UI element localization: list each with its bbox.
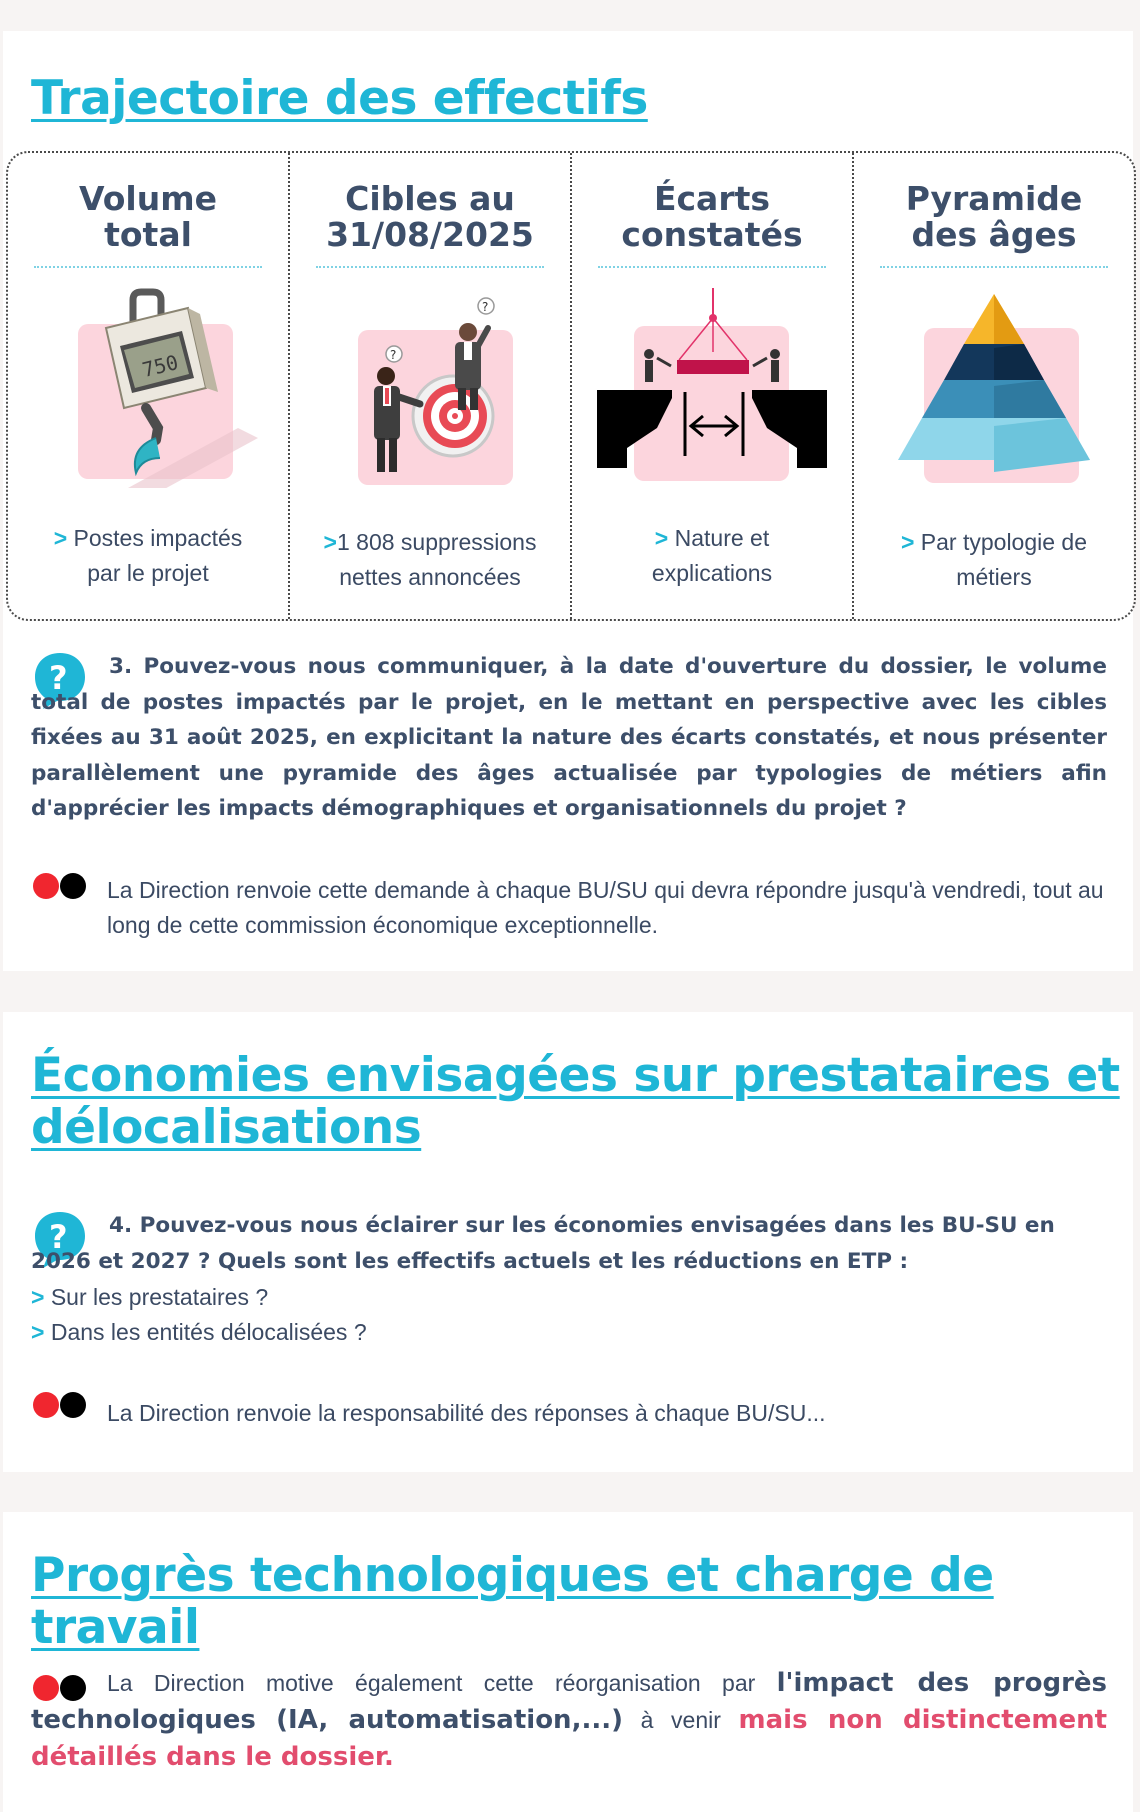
list-item: > Dans les entités délocalisées ? bbox=[31, 1319, 367, 1345]
metric-caption: > Par typologie de métiers bbox=[900, 529, 1088, 590]
section-title: Économies envisagées sur prestataires et délocalisations bbox=[31, 1048, 1120, 1155]
chevron-right-icon: > bbox=[31, 1284, 45, 1310]
answer-3: La Direction renvoie cette demande à chaque BU/SU qui devra répondre jusqu'à vendredi, tout au long de cette commission économique exceptionnelle. bbox=[107, 877, 1104, 938]
answer-5-highlight: détaillés dans le dossier. bbox=[31, 1742, 394, 1772]
divider bbox=[880, 266, 1108, 268]
scale-icon bbox=[8, 288, 288, 488]
question-4: 4. Pouvez-vous nous éclairer sur les économies envisagées dans les BU-SU en 2026 et 2027 ? Quels sont les effectifs actuels et les réductions en ETP : bbox=[31, 1213, 1055, 1274]
question-3: 3. Pouvez-vous nous communiquer, à la date d'ouverture du dossier, le volume total de postes impactés par le projet, en le mettant en perspective avec les cibles fixées au 31 août 2025, en explicitant la nature des écarts constatés, et nous présenter parallèlement une pyramide des âges actualisée par typologies de métiers afin d'apprécier les impacts démographiques et organisationnels du projet ? bbox=[31, 654, 1107, 821]
section-economies bbox=[3, 1012, 1133, 1472]
gap-bridge-icon bbox=[572, 288, 852, 488]
chevron-right-icon: > bbox=[900, 529, 915, 555]
metric-heading: Écarts constatés bbox=[621, 179, 803, 254]
metrics-grid bbox=[6, 151, 1136, 621]
section-title: Progrès technologiques et charge de travail bbox=[31, 1548, 994, 1655]
red-black-dots-icon bbox=[32, 1390, 88, 1425]
answer-4: La Direction renvoie la responsabilité des réponses à chaque BU/SU... bbox=[107, 1400, 826, 1426]
section-title: Trajectoire des effectifs bbox=[31, 71, 648, 126]
divider bbox=[34, 266, 262, 268]
red-black-dots-icon bbox=[32, 871, 88, 906]
metric-cibles bbox=[290, 153, 572, 619]
chevron-right-icon: > bbox=[31, 1319, 45, 1345]
chevron-right-icon: > bbox=[654, 525, 669, 551]
target-icon bbox=[290, 288, 570, 488]
section-progres bbox=[3, 1512, 1133, 1812]
svg-text:?: ? bbox=[482, 300, 489, 314]
metric-caption: > Nature et explications bbox=[651, 525, 773, 586]
metric-heading: Cibles au 31/08/2025 bbox=[326, 179, 534, 254]
section-trajectoire bbox=[3, 31, 1133, 971]
metric-ecarts bbox=[572, 153, 854, 619]
metric-volume-total bbox=[8, 153, 290, 619]
metric-heading: Pyramide des âges bbox=[905, 179, 1083, 254]
divider bbox=[316, 266, 544, 268]
metric-heading: Volume total bbox=[79, 179, 217, 254]
chevron-right-icon: > bbox=[323, 529, 337, 555]
metric-caption: >1 808 suppressions nettes annoncées bbox=[323, 529, 537, 590]
svg-text:?: ? bbox=[49, 1218, 68, 1256]
svg-text:750: 750 bbox=[139, 349, 181, 383]
metric-caption: > Postes impactés par le projet bbox=[53, 525, 243, 586]
metric-pyramide bbox=[854, 153, 1134, 619]
chevron-right-icon: > bbox=[53, 525, 68, 551]
pyramid-icon bbox=[854, 288, 1134, 488]
svg-text:?: ? bbox=[49, 659, 68, 697]
answer-5: La Direction motive également cette réorganisation par l'impact des progrès technologiques (IA, automatisation,...) à venir mais non distinctement bbox=[31, 1668, 1108, 1735]
svg-text:?: ? bbox=[390, 348, 397, 362]
list-item: > Sur les prestataires ? bbox=[31, 1284, 269, 1310]
divider bbox=[598, 266, 826, 268]
